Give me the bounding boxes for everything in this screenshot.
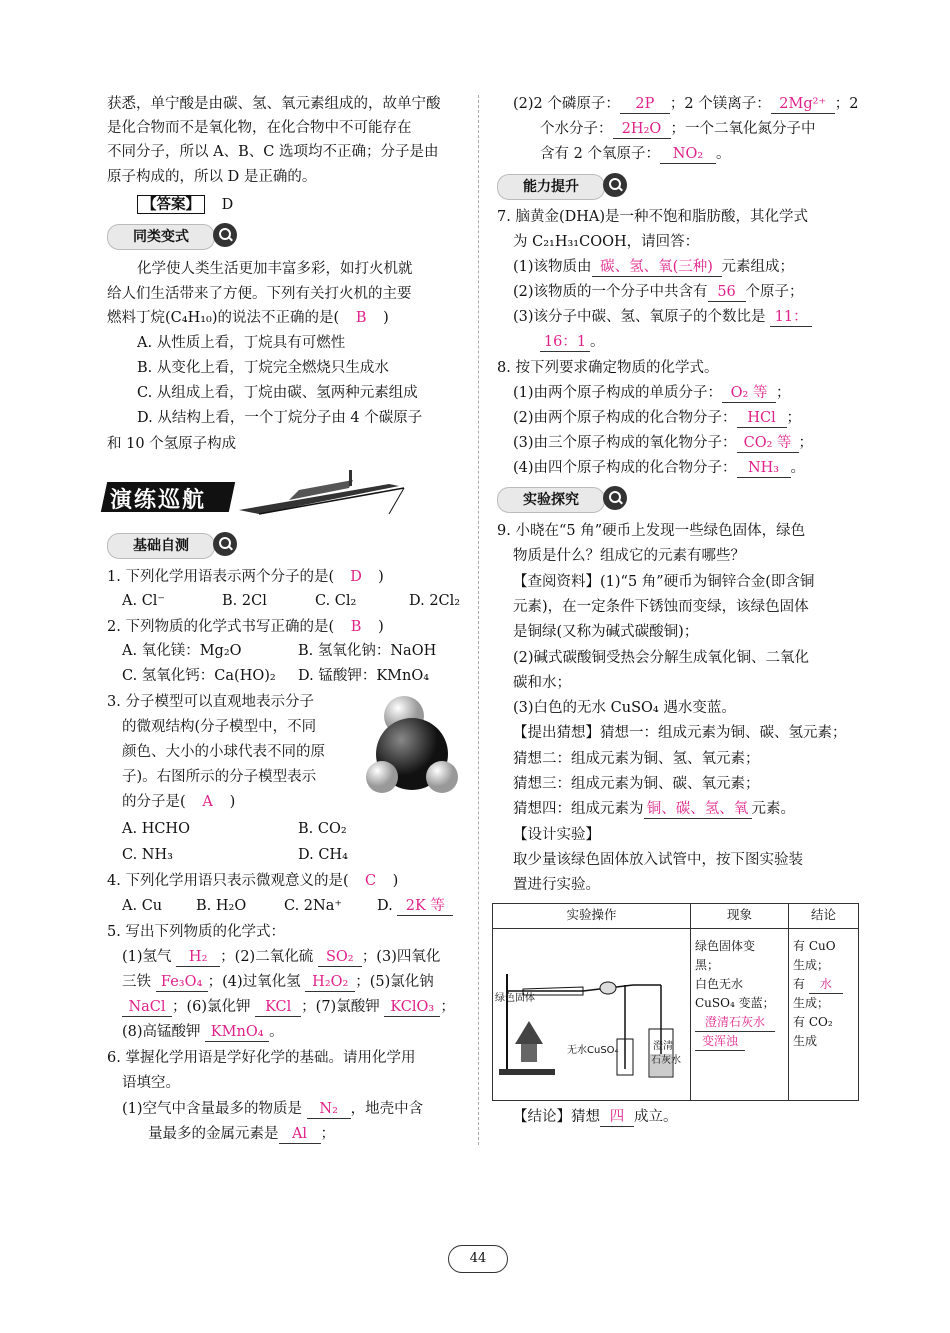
answer: H₂O₂: [305, 973, 355, 992]
text-line: 置进行实验。: [513, 877, 600, 893]
answer: KCl: [255, 998, 301, 1017]
label: ，地壳中含: [350, 1101, 424, 1117]
page-number: [448, 1245, 508, 1273]
section-experiment: [497, 487, 629, 513]
label: (1)氢气: [122, 949, 172, 965]
cell-line: CuSO₄ 变蓝；: [695, 996, 775, 1010]
label: 猜想四：组成元素为: [513, 801, 644, 817]
text-line: (2)碱式碳酸铜受热会分解生成氧化铜、二氧化: [513, 650, 810, 666]
label: ；一个二氧化氮分子中: [670, 121, 816, 137]
label: 三铁: [122, 974, 151, 990]
label: (2)2 个磷原子：: [513, 96, 620, 112]
text-line: 不同分子，所以 A、B、C 选项均不正确；分子是由: [107, 144, 439, 160]
answer: B: [355, 310, 367, 326]
text-line: [540, 143, 730, 165]
question-5: 5. 写出下列物质的化学式：: [107, 924, 285, 940]
text-line: (2)由两个原子构成的化合物分子： HCl ；: [513, 410, 802, 426]
option-label: D.: [377, 898, 393, 914]
cell-line: 有 CuO: [793, 939, 836, 953]
answer: 碳、氢、氧(三种): [592, 258, 722, 277]
question-2: 2. 下列物质的化学式书写正确的是( B ): [107, 619, 384, 635]
question-text: 燃料丁烷(C₄H₁₀)的说法不正确的是(: [107, 310, 340, 326]
section-title: 实验探究: [497, 487, 605, 513]
text-line: (3)由三个原子构成的氧化物分子： CO₂ 等 ；: [513, 435, 814, 451]
answer: NH₃: [737, 459, 791, 478]
option: D. 从结构上看，一个丁烷分子由 4 个碳原子: [137, 410, 423, 426]
text-line: 化学使人类生活更加丰富多彩，如打火机就: [137, 261, 413, 277]
answer: SO₂: [318, 948, 362, 967]
magnifier-icon: [213, 532, 237, 556]
text-line: [122, 971, 434, 993]
question-text: 2. 下列物质的化学式书写正确的是(: [107, 619, 335, 635]
experiment-table: [492, 903, 859, 1101]
answer: A: [202, 794, 213, 810]
answer-tag: 【答案】: [137, 195, 205, 214]
question-4: 4. 下列化学用语只表示微观意义的是( C ): [107, 873, 399, 889]
section-title: 能力提升: [497, 174, 605, 200]
label: ；(2)二氧化硫: [220, 949, 314, 965]
answer: CO₂ 等: [737, 434, 799, 453]
label: (3)该分子中碳、氢、氧原子的个数比是: [513, 309, 766, 325]
text-line: 元素)，在一定条件下锈蚀而变绿，该绿色固体: [513, 599, 809, 615]
magnifier-icon: [213, 223, 237, 247]
label: ；2 个镁离子：: [669, 96, 771, 112]
text-line: 获悉，单宁酸是由碳、氢、氧元素组成的，故单宁酸: [107, 96, 441, 112]
label: (3)由三个原子构成的氧化物分子：: [513, 435, 737, 451]
label: (2)由两个原子构成的化合物分子：: [513, 410, 737, 426]
apparatus-diagram: [493, 929, 687, 1099]
label: 含有 2 个氧原子：: [540, 146, 660, 162]
text-line: (4)由四个原子构成的化合物分子： NH₃ 。: [513, 460, 806, 476]
answer: O₂ 等: [722, 384, 776, 403]
text-line: 颜色、大小的小球代表不同的原: [122, 744, 325, 760]
label: ；(6)氯化钾: [172, 999, 251, 1015]
option: C. 从组成上看，丁烷由碳、氢两种元素组成: [137, 385, 418, 401]
cell-line: 黑；: [695, 958, 720, 972]
label: (1)空气中含量最多的物质是: [122, 1101, 303, 1117]
label: (1)该物质由: [513, 259, 592, 275]
option: D. 2Cl₂: [409, 593, 461, 609]
cell-line: 生成；: [793, 958, 830, 972]
answer: 水: [809, 975, 843, 994]
text-line: 原子构成的，所以 D 是正确的。: [107, 169, 317, 185]
option: B. 2Cl: [222, 593, 267, 609]
option: A. Cu: [122, 898, 163, 914]
option: B. CO₂: [298, 821, 347, 837]
apparatus-cell: [493, 929, 691, 1101]
answer: NaCl: [122, 998, 172, 1017]
cell-line: 生成；: [793, 996, 830, 1010]
table-header: 实验操作: [493, 904, 691, 929]
text-line: (3)白色的无水 CuSO₄ 遇水变蓝。: [513, 700, 736, 716]
text-line: 猜想三：组成元素为铜、碳、氧元素；: [513, 776, 760, 792]
option: A. HCHO: [122, 821, 190, 837]
text-line: [513, 281, 804, 303]
conclusion-line: [513, 1106, 678, 1128]
answer: Al: [279, 1125, 321, 1144]
label: 个原子；: [745, 284, 804, 300]
text-line: 语填空。: [122, 1075, 180, 1091]
option: B. 氢氧化钠：NaOH: [298, 643, 437, 659]
cell-line: 绿色固体变: [695, 939, 756, 953]
apparatus-label: 绿色固体: [495, 993, 535, 1004]
answer: HCl: [737, 409, 787, 428]
option: B. H₂O: [196, 898, 247, 914]
text-line: 【设计实验】: [513, 827, 600, 843]
text-line: 3. 分子模型可以直观地表示分子: [107, 694, 314, 710]
magnifier-icon: [603, 173, 627, 197]
question-7: 7. 脑黄金(DHA)是一种不饱和脂肪酸，其化学式: [497, 209, 808, 225]
apparatus-label: 澄清: [653, 1041, 673, 1052]
option: C. Cl₂: [315, 593, 357, 609]
apparatus-label: 无水CuSO₄: [567, 1045, 619, 1056]
label: 元素组成；: [721, 259, 795, 275]
section-similar: [107, 224, 239, 250]
apparatus-label: 石灰水: [651, 1055, 681, 1066]
text-line: [513, 306, 812, 328]
answer: 56: [708, 283, 746, 302]
answer: 2H₂O: [613, 120, 671, 139]
banner-title: 演练巡航: [110, 488, 207, 513]
option: D. 锰酸钾：KMnO₄: [298, 668, 430, 684]
label: ；2: [834, 96, 859, 112]
text-line: 【提出猜想】猜想一：组成元素为铜、碳、氢元素；: [513, 725, 847, 741]
cell-line: 有 CO₂: [793, 1015, 833, 1029]
answer: 2K 等: [397, 897, 453, 916]
text-line: 量最多的金属元素是 Al ；: [148, 1126, 335, 1142]
label: ；(7)氯酸钾: [301, 999, 380, 1015]
cell-line: 有: [793, 977, 806, 991]
label: ；(3)四氧化: [361, 949, 441, 965]
question-8: 8. 按下列要求确定物质的化学式。: [497, 360, 719, 376]
answer: 澄清石灰水: [695, 1013, 775, 1032]
text-line: [122, 1098, 423, 1120]
answer: 2P: [620, 95, 670, 114]
text-line: [107, 307, 389, 329]
label: (1)由两个原子构成的单质分子：: [513, 385, 723, 401]
answer: 11：: [770, 308, 812, 327]
text-line: 为 C₂₁H₃₁COOH，请回答：: [513, 234, 700, 250]
option: C. 2Na⁺: [284, 898, 343, 914]
section-title: 基础自测: [107, 533, 215, 559]
text-line: [513, 256, 794, 278]
question-text: 1. 下列化学用语表示两个分子的是(: [107, 569, 335, 585]
option: D. CH₄: [298, 847, 348, 863]
section-title: 同类变式: [107, 224, 215, 250]
option: A. 从性质上看，丁烷具有可燃性: [137, 335, 346, 351]
cell-line: 生成: [793, 1034, 818, 1048]
question-text: 的分子是(: [122, 794, 186, 810]
text-line: 给人们生活带来了方便。下列有关打火机的主要: [107, 286, 412, 302]
magnifier-icon: [603, 486, 627, 510]
conclusion-cell: [789, 929, 859, 1101]
option: [377, 895, 453, 917]
label: 。: [590, 334, 605, 350]
option: C. 氢氧化钙：Ca(HO)₂: [122, 668, 276, 684]
label: 元素。: [751, 801, 795, 817]
text-line: [540, 331, 605, 353]
banner: [104, 466, 304, 516]
text-line: [540, 118, 816, 140]
text-line: [122, 946, 440, 968]
answer: 2Mg²⁺: [771, 95, 835, 114]
column-divider: [478, 95, 479, 1145]
option: C. NH₃: [122, 847, 173, 863]
table-header: 现象: [691, 904, 789, 929]
label: 。: [269, 1024, 284, 1040]
text-line: 是铜绿(又称为碱式碳酸铜)；: [513, 624, 699, 640]
answer: C: [365, 873, 377, 889]
answer: N₂: [307, 1100, 351, 1119]
label: (4)由四个原子构成的化合物分子：: [513, 460, 737, 476]
text-line: [513, 93, 858, 115]
text-line: NaCl ；(6)氯化钾 KCl ；(7)氯酸钾 KClO₃ ；: [122, 996, 455, 1018]
table-header: 结论: [789, 904, 859, 929]
text-line: 物质是什么？组成它的元素有哪些？: [513, 548, 745, 564]
option: 和 10 个氢原子构成: [107, 436, 237, 452]
answer: KClO₃: [384, 998, 440, 1017]
answer: NO₂: [660, 145, 716, 164]
section-basic: [107, 533, 239, 559]
label: 量最多的金属元素是: [148, 1126, 279, 1142]
text-line: 猜想二：组成元素为铜、氢、氧元素；: [513, 751, 760, 767]
answer: 变浑浊: [695, 1032, 745, 1051]
text-line: 的分子是( A ): [122, 794, 236, 810]
text-line: 碳和水；: [513, 675, 571, 691]
option: A. 氧化镁：Mg₂O: [122, 643, 242, 659]
text-line: 的微观结构(分子模型中，不同: [122, 719, 317, 735]
molecule-model-image: [362, 692, 462, 802]
answer: H₂: [176, 948, 220, 967]
label: ；(5)氯化钠: [355, 974, 434, 990]
label: 个水分子：: [540, 121, 613, 137]
ship-icon: [229, 466, 409, 516]
question-text: 4. 下列化学用语只表示微观意义的是(: [107, 873, 349, 889]
answer: 16：1: [540, 333, 590, 352]
cell-line: 白色无水: [695, 977, 744, 991]
question-1: 1. 下列化学用语表示两个分子的是( D ): [107, 569, 384, 585]
option: B. 从变化上看，丁烷完全燃烧只生成水: [137, 360, 389, 376]
text-line: 【查阅资料】(1)“5 角”硬币为铜锌合金(即含铜: [513, 574, 815, 590]
label: 成立。: [634, 1109, 678, 1125]
label: (8)高锰酸钾: [122, 1024, 201, 1040]
label: 。: [715, 146, 731, 162]
text-line: 子)。右图所示的分子模型表示: [122, 769, 317, 785]
text-line: (1)由两个原子构成的单质分子： O₂ 等 ；: [513, 385, 791, 401]
question-6: 6. 掌握化学用语是学好化学的基础。请用化学用: [107, 1050, 416, 1066]
answer-value: D: [221, 197, 234, 213]
answer: Fe₃O₄: [156, 973, 208, 992]
page-number-text: 44: [469, 1251, 487, 1266]
answer-line: [137, 194, 233, 216]
label: (2)该物质的一个分子中共含有: [513, 284, 708, 300]
question-9: 9. 小晓在“5 角”硬币上发现一些绿色固体，绿色: [497, 523, 806, 539]
option: A. Cl⁻: [122, 593, 166, 609]
text-line: [513, 798, 795, 820]
paren: ): [383, 310, 389, 326]
answer: 四: [600, 1108, 634, 1127]
label: ；(4)过氧化氢: [207, 974, 301, 990]
text-line: 取少量该绿色固体放入试管中，按下图实验装: [513, 852, 803, 868]
answer: B: [350, 619, 362, 635]
answer: KMnO₄: [205, 1023, 269, 1042]
section-ability: [497, 174, 629, 200]
answer: 铜、碳、氢、氧: [644, 800, 752, 819]
text-line: 是化合物而不是氧化物，在化合物中不可能存在: [107, 120, 412, 136]
label: 【结论】猜想: [513, 1109, 600, 1125]
answer: D: [350, 569, 362, 585]
phenomenon-cell: [691, 929, 789, 1101]
text-line: [122, 1021, 284, 1043]
